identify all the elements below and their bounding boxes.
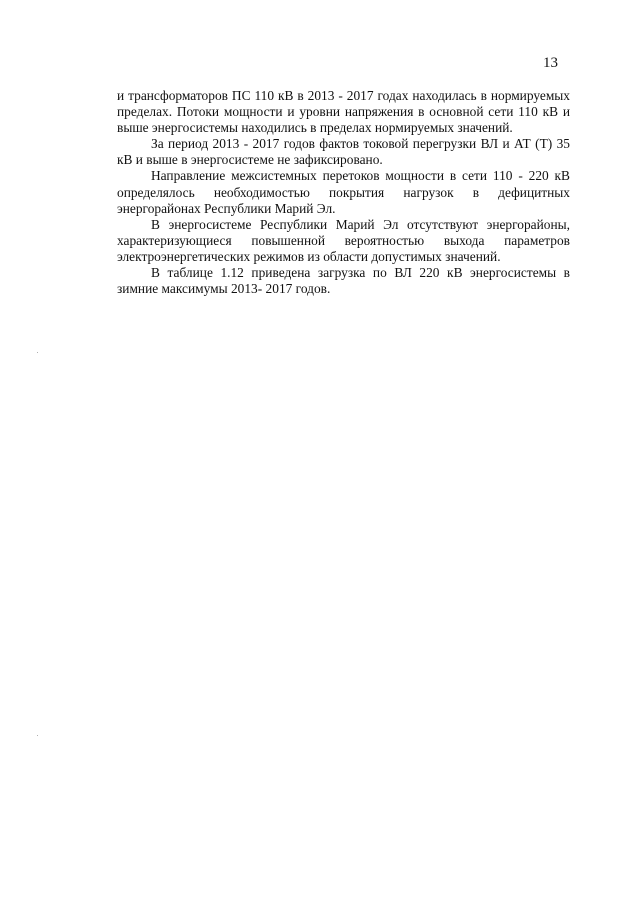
- paragraph-no-overload: За период 2013 - 2017 годов фактов токовой перегрузки ВЛ и АТ (Т) 35 кВ и выше в энергосистеме не зафиксировано.: [117, 136, 570, 168]
- scan-speck: [37, 352, 38, 353]
- paragraph-table-reference: В таблице 1.12 приведена загрузка по ВЛ 220 кВ энергосистемы в зимние максимумы 2013- 2017 годов.: [117, 265, 570, 297]
- body-text: [117, 88, 570, 297]
- page-number: 13: [543, 55, 558, 71]
- paragraph-power-flows: Направление межсистемных перетоков мощности в сети 110 - 220 кВ определялось необходимостью покрытия нагрузок в дефицитных энергорайонах Республики Марий Эл.: [117, 168, 570, 216]
- paragraph-energy-districts: В энергосистеме Республики Марий Эл отсутствуют энергорайоны, характеризующиеся повышенной вероятностью выхода параметров электроэнергетических режимов из области допустимых значений.: [117, 216, 570, 264]
- paragraph-transformers-load: и трансформаторов ПС 110 кВ в 2013 - 2017 годах находилась в нормируемых пределах. Потоки мощности и уровни напряжения в основной сети 110 кВ и выше энергосистемы находились в пределах нормируемых значений.: [117, 88, 570, 136]
- scan-speck: [37, 735, 38, 736]
